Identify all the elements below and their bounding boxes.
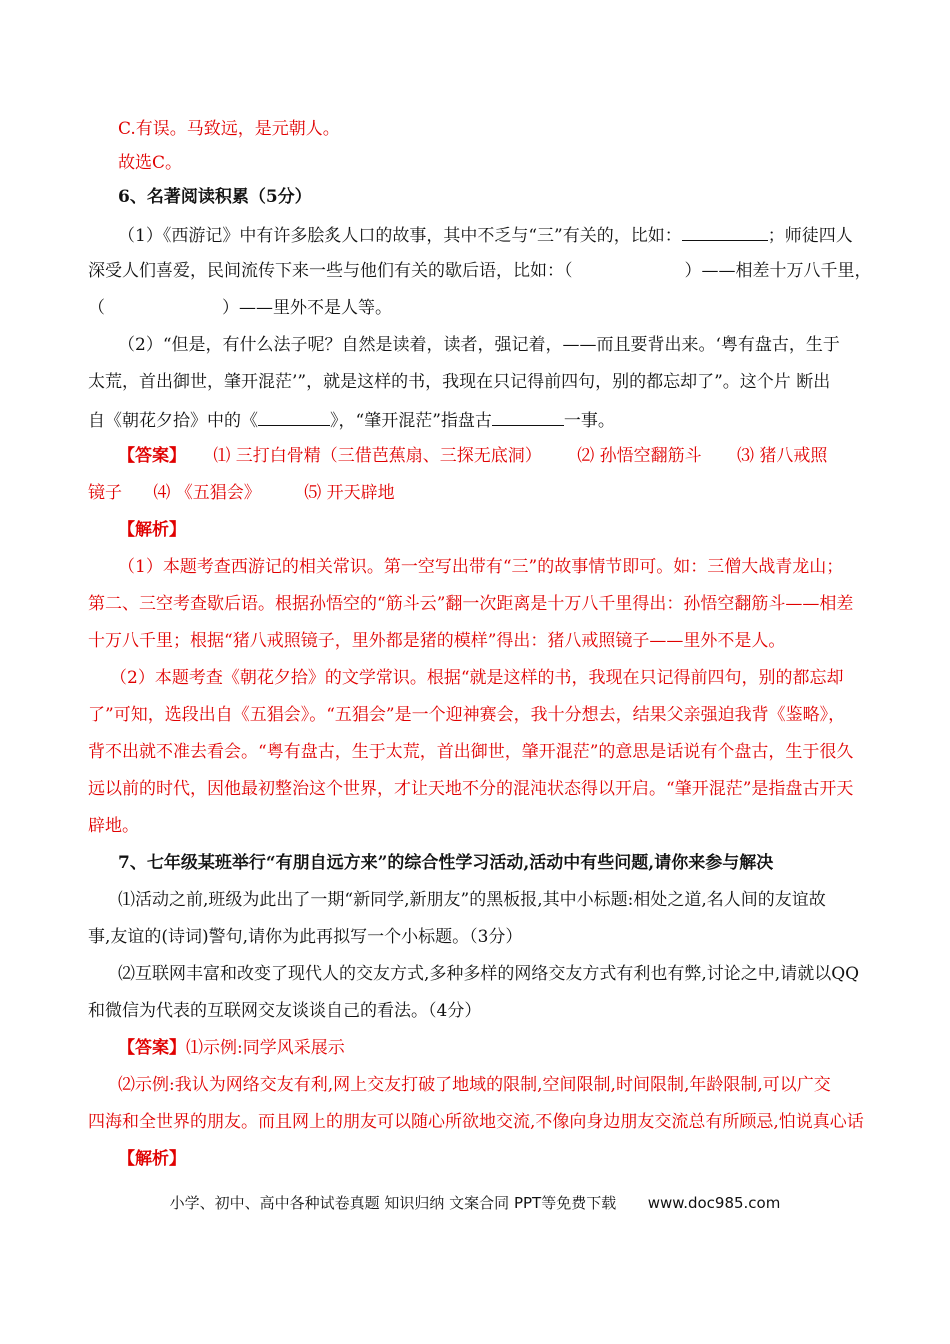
analysis-6-line3: 十万八千里；根据“猪八戒照镜子，里外都是猪的模样”得出：猪八戒照镜子——里外不是人。 (88, 631, 786, 651)
question-6-part2-line2: 太荒，首出御世，肇开混茫’”，就是这样的书，我现在只记得前四句，别的都忘却了”。这个片 断出 (88, 372, 831, 392)
q6-1-text-d: ）——相差十万八千里， (684, 261, 872, 281)
analysis-6-line8: 辟地。 (88, 816, 139, 836)
analysis-6-line2: 第二、三空考查歇后语。根据孙悟空的“筋斗云”翻一次距离是十万八千里得出：孙悟空翻筋斗——相差 (88, 594, 854, 614)
q6-1-text-e-close: ）——里外不是人等。 (222, 298, 392, 318)
answer-6-item3-cont: 镜子 (88, 483, 122, 503)
question-6-part2-line3 (88, 407, 615, 433)
question-7-part2-line1: ⑵互联网丰富和改变了现代人的交友方式,多种多样的网络交友方式有利也有弊,讨论之中,请就以QQ (118, 964, 860, 984)
question-7-title: 7、七年级某班举行“有朋自远方来”的综合性学习活动,活动中有些问题,请你来参与解决 (118, 853, 774, 873)
answer-7-line2: ⑵示例:我认为网络交友有利,网上交友打破了地域的限制,空间限制,时间限制,年龄限制,可以广交 (118, 1075, 831, 1095)
q6-2-text-c2: 》，“肇开混茫”指盘古 (330, 411, 492, 431)
analysis-6-label: 【解析】 (118, 520, 186, 540)
answer-7-item1: ⑴示例:同学风采展示 (186, 1038, 345, 1058)
answer-7-label: 【答案】 (118, 1038, 186, 1058)
analysis-6-line5: 了”可知，选段出自《五猖会》。“五猖会”是一个迎神赛会，我十分想去，结果父亲强迫我背《鉴略》， (88, 705, 846, 725)
answer-7-line3: 四海和全世界的朋友。而且网上的朋友可以随心所欲地交流,不像向身边朋友交流总有所顾忌,怕说真心话 (88, 1112, 864, 1132)
question-6-part2-line1: （2）“但是，有什么法子呢？自然是读着，读者，强记着，——而且要背出来。‘粤有盘古，生于 (118, 335, 840, 355)
q6-1-text-c: 深受人们喜爱，民间流传下来一些与他们有关的歇后语，比如：（ (88, 261, 573, 281)
answer-6-line1 (118, 444, 827, 468)
answer-6-item2: ⑵ 孙悟空翻筋斗 (577, 446, 702, 466)
analysis-6-line7: 远以前的时代，因他最初整治这个世界，才让天地不分的混沌状态得以开启。“肇开混茫”是指盘古开天 (88, 779, 854, 799)
page-footer (0, 1192, 950, 1213)
q6-blank-1 (682, 222, 768, 241)
footer-text: 小学、初中、高中各种试卷真题 知识归纳 文案合同 PPT等免费下载 (169, 1194, 617, 1212)
q6-1-text-e-open: （ (88, 298, 105, 318)
analysis-6-line4: （2）本题考查《朝花夕拾》的文学常识。根据“就是这样的书，我现在只记得前四句，别的都忘却 (110, 668, 844, 688)
question-6-title: 6、名著阅读积累（5分） (118, 187, 312, 207)
answer-7-line1 (118, 1036, 345, 1060)
answer-6-item1: ⑴ 三打白骨精（三借芭蕉扇、三探无底洞） (213, 446, 542, 466)
footer-site-link[interactable]: www.doc985.com (647, 1194, 781, 1212)
answer-choice-line: 故选C。 (118, 153, 183, 173)
answer-6-item3: ⑶ 猪八戒照 (737, 446, 828, 466)
answer-6-item5: ⑸ 开天辟地 (304, 483, 395, 503)
q6-2-text-c3: 一事。 (563, 411, 615, 431)
question-7-part2-line2: 和微信为代表的互联网交友谈谈自己的看法。（4分） (88, 1001, 482, 1021)
q6-blank-5 (492, 407, 564, 426)
analysis-7-label: 【解析】 (118, 1149, 186, 1169)
analysis-6-line6: 背不出就不准去看会。“粤有盘古，生于太荒，首出御世，肇开混茫”的意思是话说有个盘古，生于很久 (88, 742, 854, 762)
question-6-part1-line3 (88, 296, 392, 320)
q6-blank-4 (258, 407, 330, 426)
answer-6-item4: ⑷ 《五猖会》 (153, 483, 261, 503)
q6-1-text-b: ；师徒四人 (767, 226, 853, 246)
question-6-part1-line2 (88, 259, 872, 283)
question-6-part1-line1 (118, 222, 853, 248)
answer-6-line2 (88, 481, 395, 505)
answer-label: 【答案】 (118, 446, 186, 466)
question-7-part1-line2: 事,友谊的(诗词)警句,请你为此再拟写一个小标题。（3分） (88, 927, 523, 947)
option-c-line: C.有误。马致远，是元朝人。 (118, 119, 340, 139)
analysis-6-line1: （1）本题考查西游记的相关常识。第一空写出带有“三”的故事情节即可。如：三僧大战青龙山； (118, 557, 844, 577)
question-7-part1-line1: ⑴活动之前,班级为此出了一期“新同学,新朋友”的黑板报,其中小标题:相处之道,名人间的友谊故 (118, 890, 826, 910)
q6-2-text-c1: 自《朝花夕拾》中的《 (88, 411, 258, 431)
q6-1-text-a: （1）《西游记》中有许多脍炙人口的故事，其中不乏与“三”有关的，比如： (118, 226, 682, 246)
